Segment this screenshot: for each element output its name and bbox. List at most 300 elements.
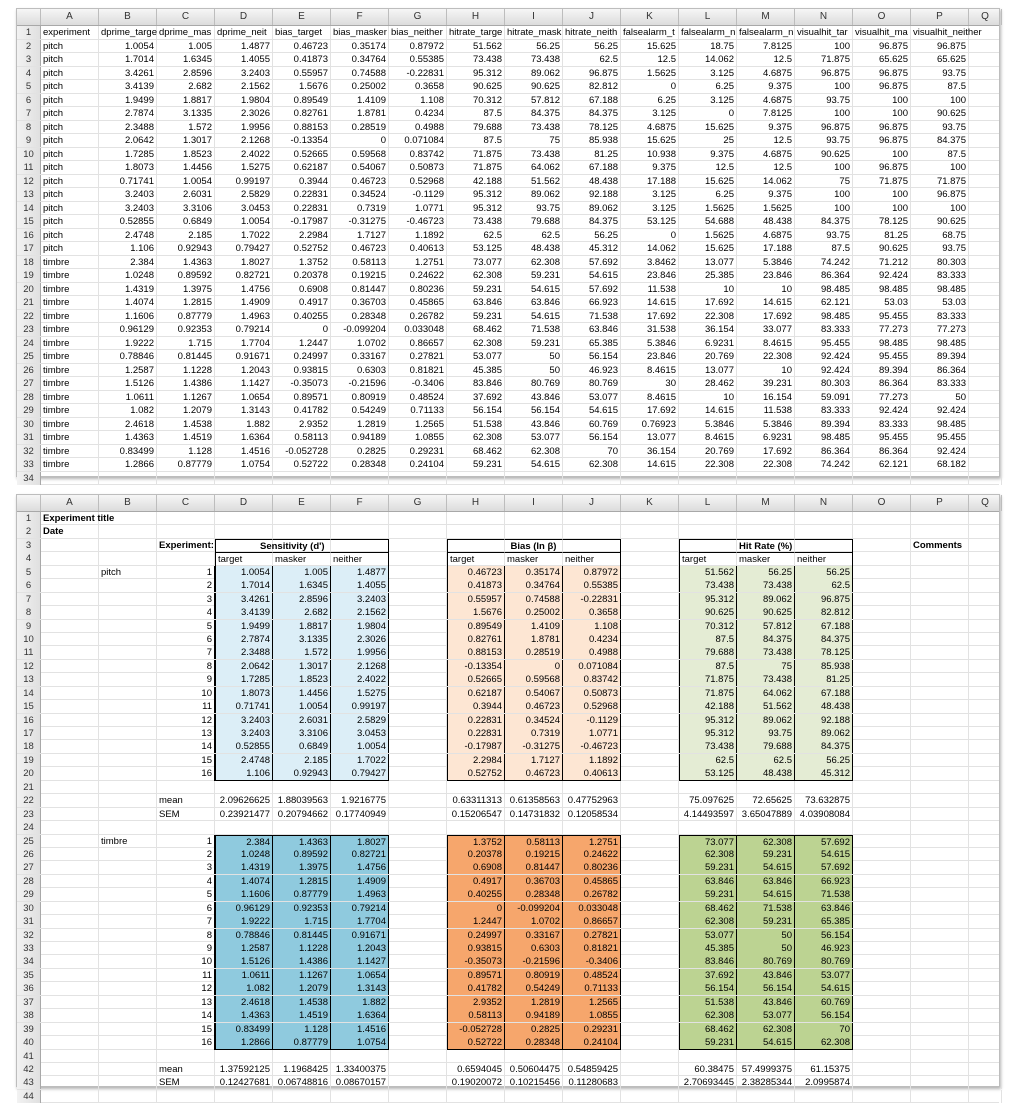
cell[interactable] bbox=[99, 848, 157, 861]
cell[interactable]: 0.7319 bbox=[505, 727, 563, 740]
cell[interactable]: 1.6364 bbox=[331, 1009, 389, 1022]
cell[interactable]: 17.188 bbox=[737, 242, 795, 255]
cell[interactable]: -0.099204 bbox=[505, 902, 563, 915]
cell[interactable]: 67.188 bbox=[563, 161, 621, 174]
cell[interactable]: 90.625 bbox=[853, 242, 911, 255]
cell[interactable]: 0.17740949 bbox=[331, 808, 389, 821]
cell[interactable] bbox=[969, 646, 1002, 659]
cell[interactable]: 1.7014 bbox=[215, 579, 273, 592]
cell[interactable]: 43.846 bbox=[505, 418, 563, 431]
column-header[interactable]: G bbox=[389, 495, 447, 511]
cell[interactable]: 98.485 bbox=[853, 337, 911, 350]
cell[interactable]: 100 bbox=[795, 202, 853, 215]
cell[interactable]: 6 bbox=[157, 633, 215, 646]
cell[interactable]: 53.077 bbox=[447, 350, 505, 363]
cell[interactable] bbox=[853, 767, 911, 781]
cell[interactable] bbox=[853, 687, 911, 700]
cell[interactable]: 37.692 bbox=[447, 391, 505, 404]
cell[interactable] bbox=[99, 620, 157, 633]
cell[interactable]: 90.625 bbox=[447, 80, 505, 93]
cell[interactable]: 2.1562 bbox=[215, 80, 273, 93]
cell[interactable] bbox=[447, 525, 505, 538]
cell[interactable] bbox=[737, 821, 795, 834]
cell[interactable]: 54.615 bbox=[737, 888, 795, 901]
cell[interactable]: 100 bbox=[795, 188, 853, 201]
cell[interactable] bbox=[969, 740, 1002, 753]
cell[interactable]: 2.6031 bbox=[157, 188, 215, 201]
cell[interactable]: visualhit_tar bbox=[795, 26, 853, 39]
cell[interactable]: 59.231 bbox=[447, 458, 505, 471]
cell[interactable]: 1.0248 bbox=[99, 269, 157, 282]
cell[interactable]: 62.308 bbox=[447, 337, 505, 350]
cell[interactable] bbox=[911, 714, 969, 727]
cell[interactable] bbox=[621, 552, 679, 566]
cell[interactable]: -0.052728 bbox=[273, 445, 331, 458]
cell[interactable]: 71.538 bbox=[795, 888, 853, 901]
row-header[interactable]: 23 bbox=[17, 808, 41, 821]
cell[interactable]: 45.312 bbox=[795, 767, 853, 781]
cell[interactable] bbox=[99, 1090, 157, 1103]
cell[interactable]: 7.8125 bbox=[737, 40, 795, 53]
cell[interactable]: 56.25 bbox=[737, 566, 795, 579]
cell[interactable]: 15.625 bbox=[621, 40, 679, 53]
cell[interactable] bbox=[41, 714, 99, 727]
cell[interactable] bbox=[853, 955, 911, 968]
cell[interactable]: 0.92353 bbox=[273, 902, 331, 915]
cell[interactable] bbox=[853, 875, 911, 888]
cell[interactable]: 98.485 bbox=[911, 283, 969, 296]
cell[interactable]: 1.3143 bbox=[331, 982, 389, 995]
column-header[interactable]: G bbox=[389, 9, 447, 25]
cell[interactable]: 14.062 bbox=[679, 53, 737, 66]
cell[interactable]: 1.1968425 bbox=[273, 1063, 331, 1076]
cell[interactable]: 2.3026 bbox=[215, 107, 273, 120]
cell[interactable]: 1.4363 bbox=[99, 431, 157, 444]
cell[interactable]: 87.5 bbox=[911, 80, 969, 93]
cell[interactable]: 2.3488 bbox=[99, 121, 157, 134]
cell[interactable]: 8.4615 bbox=[737, 337, 795, 350]
cell[interactable] bbox=[969, 996, 1002, 1009]
cell[interactable]: -0.21596 bbox=[331, 377, 389, 390]
cell[interactable] bbox=[853, 1063, 911, 1076]
cell[interactable]: 0.20378 bbox=[447, 848, 505, 861]
cell[interactable] bbox=[737, 525, 795, 538]
cell[interactable]: 100 bbox=[853, 188, 911, 201]
cell[interactable] bbox=[911, 1036, 969, 1050]
cell[interactable] bbox=[911, 525, 969, 538]
cell[interactable]: 71.875 bbox=[795, 53, 853, 66]
cell[interactable]: 1.128 bbox=[273, 1023, 331, 1036]
cell[interactable]: neither bbox=[795, 552, 853, 566]
cell[interactable] bbox=[99, 861, 157, 874]
cell[interactable]: 73.632875 bbox=[795, 794, 853, 807]
cell[interactable]: 1.5126 bbox=[215, 955, 273, 968]
cell[interactable]: 1.8781 bbox=[505, 633, 563, 646]
cell[interactable] bbox=[99, 606, 157, 619]
cell[interactable]: 2.8596 bbox=[273, 593, 331, 606]
cell[interactable]: 2 bbox=[157, 579, 215, 592]
cell[interactable]: 0.79427 bbox=[331, 767, 389, 781]
cell[interactable]: timbre bbox=[41, 364, 99, 377]
cell[interactable]: 73.438 bbox=[679, 579, 737, 592]
cell[interactable]: 48.438 bbox=[795, 700, 853, 713]
cell[interactable]: 71.538 bbox=[563, 310, 621, 323]
cell[interactable]: 0.59568 bbox=[505, 673, 563, 686]
cell[interactable]: 62.5 bbox=[795, 579, 853, 592]
cell[interactable] bbox=[911, 700, 969, 713]
cell[interactable] bbox=[621, 915, 679, 928]
cell[interactable]: 0.3658 bbox=[563, 606, 621, 619]
cell[interactable] bbox=[41, 700, 99, 713]
cell[interactable] bbox=[41, 566, 99, 579]
cell[interactable] bbox=[99, 525, 157, 538]
cell[interactable] bbox=[853, 888, 911, 901]
cell[interactable] bbox=[853, 566, 911, 579]
cell[interactable]: 1.4363 bbox=[273, 835, 331, 849]
cell[interactable]: 50 bbox=[911, 391, 969, 404]
cell[interactable]: target bbox=[679, 552, 737, 566]
cell[interactable] bbox=[853, 915, 911, 928]
cell[interactable]: 10 bbox=[737, 283, 795, 296]
cell[interactable] bbox=[969, 445, 1002, 458]
cell[interactable] bbox=[389, 539, 447, 553]
cell[interactable]: 0.4917 bbox=[447, 875, 505, 888]
cell[interactable]: 1.0054 bbox=[99, 40, 157, 53]
row-header[interactable]: 4 bbox=[17, 67, 41, 80]
cell[interactable] bbox=[621, 1036, 679, 1050]
cell[interactable]: 0 bbox=[679, 107, 737, 120]
cell[interactable]: 3.3106 bbox=[157, 202, 215, 215]
cell[interactable]: 13.077 bbox=[679, 256, 737, 269]
cell[interactable]: 1.8523 bbox=[157, 148, 215, 161]
cell[interactable]: 1.9804 bbox=[215, 94, 273, 107]
cell[interactable] bbox=[621, 673, 679, 686]
cell[interactable]: 73.438 bbox=[737, 673, 795, 686]
cell[interactable]: 16 bbox=[157, 767, 215, 781]
cell[interactable] bbox=[969, 660, 1002, 673]
cell[interactable]: 96.875 bbox=[911, 188, 969, 201]
cell[interactable]: 1.106 bbox=[99, 242, 157, 255]
cell[interactable]: 23.846 bbox=[621, 269, 679, 282]
cell[interactable]: 1.0611 bbox=[99, 391, 157, 404]
cell[interactable]: 0.81447 bbox=[331, 283, 389, 296]
cell[interactable] bbox=[853, 606, 911, 619]
cell[interactable]: 3.1335 bbox=[273, 633, 331, 646]
cell[interactable]: hitrate_mask bbox=[507, 27, 562, 38]
cell[interactable]: 92.424 bbox=[911, 445, 969, 458]
cell[interactable] bbox=[389, 754, 447, 767]
cell[interactable]: 1.882 bbox=[215, 418, 273, 431]
cell[interactable] bbox=[215, 821, 273, 834]
cell[interactable] bbox=[41, 620, 99, 633]
cell[interactable]: 45.312 bbox=[563, 242, 621, 255]
cell[interactable]: 62.308 bbox=[679, 848, 737, 861]
cell[interactable]: 56.154 bbox=[447, 404, 505, 417]
cell[interactable] bbox=[41, 982, 99, 995]
cell[interactable] bbox=[273, 472, 331, 485]
cell[interactable] bbox=[389, 660, 447, 673]
row-header[interactable]: 20 bbox=[17, 767, 41, 781]
cell[interactable]: 1.0054 bbox=[157, 175, 215, 188]
cell[interactable]: 62.308 bbox=[447, 431, 505, 444]
cell[interactable]: 57.812 bbox=[737, 620, 795, 633]
row-header[interactable]: 32 bbox=[17, 445, 41, 458]
cell[interactable] bbox=[447, 472, 505, 485]
column-header[interactable]: D bbox=[215, 9, 273, 25]
cell[interactable]: 14.615 bbox=[621, 458, 679, 471]
cell[interactable]: 95.455 bbox=[853, 350, 911, 363]
cell[interactable] bbox=[215, 525, 273, 538]
cell[interactable] bbox=[969, 472, 1002, 485]
cell[interactable]: pitch bbox=[41, 242, 99, 255]
cell[interactable]: 0.71741 bbox=[99, 175, 157, 188]
cell[interactable]: 0.22831 bbox=[447, 714, 505, 727]
cell[interactable]: 96.875 bbox=[563, 67, 621, 80]
row-header[interactable]: 39 bbox=[17, 1023, 41, 1036]
cell[interactable] bbox=[853, 593, 911, 606]
cell[interactable]: 65.385 bbox=[563, 337, 621, 350]
cell[interactable]: 0.06748816 bbox=[273, 1076, 331, 1089]
cell[interactable] bbox=[389, 1090, 447, 1103]
cell[interactable] bbox=[331, 539, 389, 553]
cell[interactable]: 77.273 bbox=[853, 323, 911, 336]
cell[interactable]: 93.75 bbox=[795, 134, 853, 147]
cell[interactable]: 1.8073 bbox=[215, 687, 273, 700]
row-header[interactable]: 4 bbox=[17, 552, 41, 566]
cell[interactable]: 1.3752 bbox=[273, 256, 331, 269]
cell[interactable] bbox=[99, 781, 157, 794]
cell[interactable]: 0.36703 bbox=[505, 875, 563, 888]
cell[interactable] bbox=[853, 646, 911, 659]
cell[interactable]: 68.182 bbox=[911, 458, 969, 471]
cell[interactable] bbox=[41, 606, 99, 619]
cell[interactable]: -0.1129 bbox=[389, 188, 447, 201]
cell[interactable] bbox=[969, 1076, 1002, 1089]
cell[interactable]: 62.308 bbox=[795, 1036, 853, 1050]
cell[interactable]: 1.7127 bbox=[505, 754, 563, 767]
cell[interactable]: 12.5 bbox=[621, 53, 679, 66]
cell[interactable]: 3.125 bbox=[621, 188, 679, 201]
cell[interactable] bbox=[969, 673, 1002, 686]
cell[interactable]: 1.2815 bbox=[157, 296, 215, 309]
cell[interactable] bbox=[969, 714, 1002, 727]
cell[interactable]: 1.5676 bbox=[273, 80, 331, 93]
cell[interactable]: 78.125 bbox=[853, 215, 911, 228]
row-header[interactable]: 10 bbox=[17, 633, 41, 646]
cell[interactable]: 2.0642 bbox=[99, 134, 157, 147]
cell[interactable]: 72.65625 bbox=[737, 794, 795, 807]
row-header[interactable]: 34 bbox=[17, 472, 41, 485]
cell[interactable]: 6.25 bbox=[679, 188, 737, 201]
row-header[interactable]: 1 bbox=[17, 26, 41, 39]
cell[interactable]: 95.455 bbox=[853, 310, 911, 323]
cell[interactable]: 11 bbox=[157, 969, 215, 982]
cell[interactable] bbox=[563, 1050, 621, 1063]
cell[interactable] bbox=[99, 767, 157, 781]
cell[interactable]: 0.40255 bbox=[447, 888, 505, 901]
cell[interactable]: 82.812 bbox=[795, 606, 853, 619]
cell[interactable] bbox=[99, 700, 157, 713]
cell[interactable]: 73.438 bbox=[447, 53, 505, 66]
cell[interactable]: 39.231 bbox=[737, 377, 795, 390]
cell[interactable] bbox=[99, 754, 157, 767]
cell[interactable]: 10 bbox=[679, 391, 737, 404]
cell[interactable]: 48.438 bbox=[737, 215, 795, 228]
row-header[interactable]: 5 bbox=[17, 566, 41, 579]
cell[interactable]: 0.55957 bbox=[273, 67, 331, 80]
cell[interactable]: 0.87779 bbox=[273, 1036, 331, 1050]
cell[interactable]: 0.86657 bbox=[563, 915, 621, 928]
cell[interactable]: 0.6303 bbox=[505, 942, 563, 955]
cell[interactable]: 3.4139 bbox=[215, 606, 273, 619]
cell[interactable]: -0.46723 bbox=[563, 740, 621, 753]
cell[interactable] bbox=[447, 539, 505, 553]
cell[interactable]: 98.485 bbox=[911, 337, 969, 350]
row-header[interactable]: 12 bbox=[17, 660, 41, 673]
row-header[interactable]: 3 bbox=[17, 53, 41, 66]
cell[interactable]: 0.10215456 bbox=[505, 1076, 563, 1089]
cell[interactable]: 0.99197 bbox=[331, 700, 389, 713]
cell[interactable]: 1.572 bbox=[157, 121, 215, 134]
cell[interactable]: 5 bbox=[157, 888, 215, 901]
cell[interactable]: 43.846 bbox=[737, 996, 795, 1009]
cell[interactable]: pitch bbox=[41, 134, 99, 147]
cell[interactable]: 86.364 bbox=[853, 445, 911, 458]
cell[interactable] bbox=[99, 660, 157, 673]
cell[interactable]: 20.769 bbox=[679, 445, 737, 458]
cell[interactable]: 1.4909 bbox=[331, 875, 389, 888]
cell[interactable]: 15.625 bbox=[679, 121, 737, 134]
cell[interactable]: 0.54249 bbox=[331, 404, 389, 417]
cell[interactable] bbox=[911, 942, 969, 955]
cell[interactable] bbox=[99, 996, 157, 1009]
cell[interactable]: 2.1268 bbox=[331, 660, 389, 673]
cell[interactable] bbox=[99, 942, 157, 955]
cell[interactable] bbox=[853, 1023, 911, 1036]
cell[interactable]: 0.55957 bbox=[447, 593, 505, 606]
cell[interactable] bbox=[389, 1050, 447, 1063]
row-header[interactable]: 30 bbox=[17, 902, 41, 915]
row-header[interactable]: 31 bbox=[17, 915, 41, 928]
cell[interactable]: 1.2815 bbox=[273, 875, 331, 888]
cell[interactable]: masker bbox=[737, 552, 795, 566]
row-header[interactable]: 14 bbox=[17, 687, 41, 700]
cell[interactable]: 0.55385 bbox=[563, 579, 621, 592]
column-header[interactable]: A bbox=[41, 9, 99, 25]
cell[interactable] bbox=[389, 1063, 447, 1076]
cell[interactable]: 83.333 bbox=[795, 323, 853, 336]
cell[interactable] bbox=[911, 929, 969, 942]
cell[interactable]: 1.4538 bbox=[157, 418, 215, 431]
cell[interactable]: 15 bbox=[157, 754, 215, 767]
cell[interactable]: 0.63311313 bbox=[447, 794, 505, 807]
cell[interactable] bbox=[911, 821, 969, 834]
cell[interactable]: 75 bbox=[505, 134, 563, 147]
cell[interactable] bbox=[389, 700, 447, 713]
cell[interactable]: 0.79427 bbox=[215, 242, 273, 255]
cell[interactable]: 43.846 bbox=[737, 969, 795, 982]
cell[interactable]: -0.13354 bbox=[273, 134, 331, 147]
cell[interactable]: pitch bbox=[41, 161, 99, 174]
cell[interactable] bbox=[99, 687, 157, 700]
cell[interactable] bbox=[911, 1009, 969, 1022]
cell[interactable] bbox=[389, 1023, 447, 1036]
cell[interactable]: 51.538 bbox=[447, 418, 505, 431]
column-header[interactable]: N bbox=[795, 9, 853, 25]
cell[interactable]: 13.077 bbox=[621, 431, 679, 444]
cell[interactable]: 0.89571 bbox=[447, 969, 505, 982]
column-header[interactable]: F bbox=[331, 9, 389, 25]
cell[interactable] bbox=[737, 472, 795, 485]
cell[interactable]: 1.4055 bbox=[215, 53, 273, 66]
cell[interactable] bbox=[969, 80, 1002, 93]
cell[interactable]: 73.077 bbox=[447, 256, 505, 269]
cell[interactable]: 15.625 bbox=[621, 134, 679, 147]
cell[interactable] bbox=[679, 512, 737, 525]
cell[interactable] bbox=[621, 848, 679, 861]
cell[interactable] bbox=[621, 593, 679, 606]
cell[interactable]: 0.80919 bbox=[331, 391, 389, 404]
cell[interactable] bbox=[737, 781, 795, 794]
cell[interactable]: 5.3846 bbox=[679, 418, 737, 431]
cell[interactable] bbox=[157, 512, 215, 525]
cell[interactable]: 59.231 bbox=[679, 1036, 737, 1050]
cell[interactable]: 1.3017 bbox=[157, 134, 215, 147]
cell[interactable]: 54.615 bbox=[737, 861, 795, 874]
cell[interactable] bbox=[41, 539, 99, 553]
cell[interactable]: 98.485 bbox=[795, 283, 853, 296]
cell[interactable]: 60.769 bbox=[795, 996, 853, 1009]
cell[interactable]: 10 bbox=[157, 955, 215, 968]
cell[interactable]: 59.231 bbox=[447, 310, 505, 323]
cell[interactable]: 50 bbox=[737, 942, 795, 955]
cell[interactable]: 1.0855 bbox=[563, 1009, 621, 1022]
cell[interactable]: 1.3017 bbox=[273, 660, 331, 673]
column-header[interactable]: F bbox=[331, 495, 389, 511]
cell[interactable]: 0.48524 bbox=[389, 391, 447, 404]
cell[interactable]: 71.875 bbox=[853, 175, 911, 188]
cell[interactable]: 0.82761 bbox=[273, 107, 331, 120]
cell[interactable]: 0.6849 bbox=[273, 740, 331, 753]
cell[interactable]: 1.1892 bbox=[389, 229, 447, 242]
cell[interactable] bbox=[41, 781, 99, 794]
cell[interactable] bbox=[621, 606, 679, 619]
cell[interactable]: 1.2565 bbox=[563, 996, 621, 1009]
cell[interactable]: 56.25 bbox=[563, 229, 621, 242]
cell[interactable] bbox=[99, 593, 157, 606]
cell[interactable] bbox=[969, 969, 1002, 982]
cell[interactable] bbox=[621, 539, 679, 553]
cell[interactable]: 0.92943 bbox=[157, 242, 215, 255]
cell[interactable]: 1.33400375 bbox=[331, 1063, 389, 1076]
cell[interactable] bbox=[621, 727, 679, 740]
cell[interactable] bbox=[505, 1050, 563, 1063]
cell[interactable]: 1.0054 bbox=[273, 700, 331, 713]
cell[interactable]: 0.4988 bbox=[389, 121, 447, 134]
cell[interactable] bbox=[389, 727, 447, 740]
cell[interactable]: 100 bbox=[853, 107, 911, 120]
cell[interactable]: 95.312 bbox=[447, 202, 505, 215]
cell[interactable]: 66.923 bbox=[795, 875, 853, 888]
cell[interactable] bbox=[853, 673, 911, 686]
cell[interactable] bbox=[621, 525, 679, 538]
cell[interactable]: 92.424 bbox=[795, 350, 853, 363]
cell[interactable]: 0.62187 bbox=[273, 161, 331, 174]
cell[interactable]: 90.625 bbox=[911, 107, 969, 120]
cell[interactable]: timbre bbox=[41, 269, 99, 282]
cell[interactable] bbox=[853, 861, 911, 874]
cell[interactable]: 0.26782 bbox=[389, 310, 447, 323]
